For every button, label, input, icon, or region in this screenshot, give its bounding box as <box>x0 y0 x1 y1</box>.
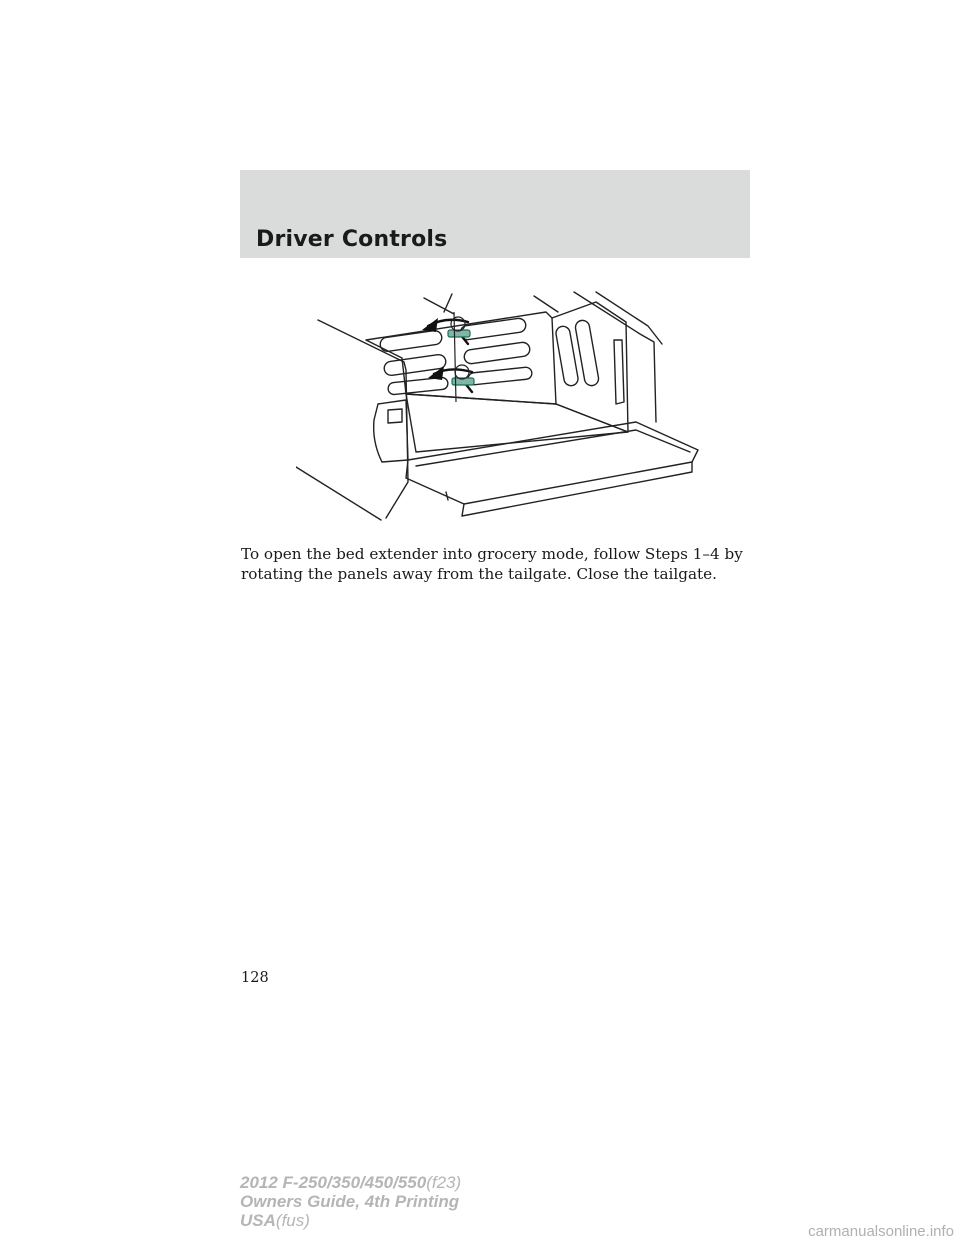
section-header <box>240 170 750 258</box>
footer-region: USA <box>240 1211 276 1230</box>
footer-region-code: (fus) <box>275 1211 310 1230</box>
document-footer <box>240 1173 461 1230</box>
bed-right-side <box>552 302 628 432</box>
section-title: Driver Controls <box>256 227 448 252</box>
arrow-head-upper <box>422 318 438 332</box>
footer-model: 2012 F-250/350/450/550 <box>240 1173 427 1192</box>
arrow-head-lower <box>428 366 444 380</box>
bed-extender-illustration <box>296 282 716 522</box>
tailgate <box>406 422 698 504</box>
footer-model-code: (f23) <box>426 1173 462 1192</box>
watermark: carmanualsonline.info <box>808 1223 954 1240</box>
instruction-text: To open the bed extender into grocery mode, follow Steps 1–4 by rotating the panels away from the tailgate. Close the tailgate. <box>241 545 743 583</box>
bed-floor <box>406 394 628 452</box>
page-number: 128 <box>241 970 269 986</box>
footer-edition: Owners Guide, 4th Printing <box>240 1192 460 1211</box>
instruction-paragraph <box>241 544 761 584</box>
